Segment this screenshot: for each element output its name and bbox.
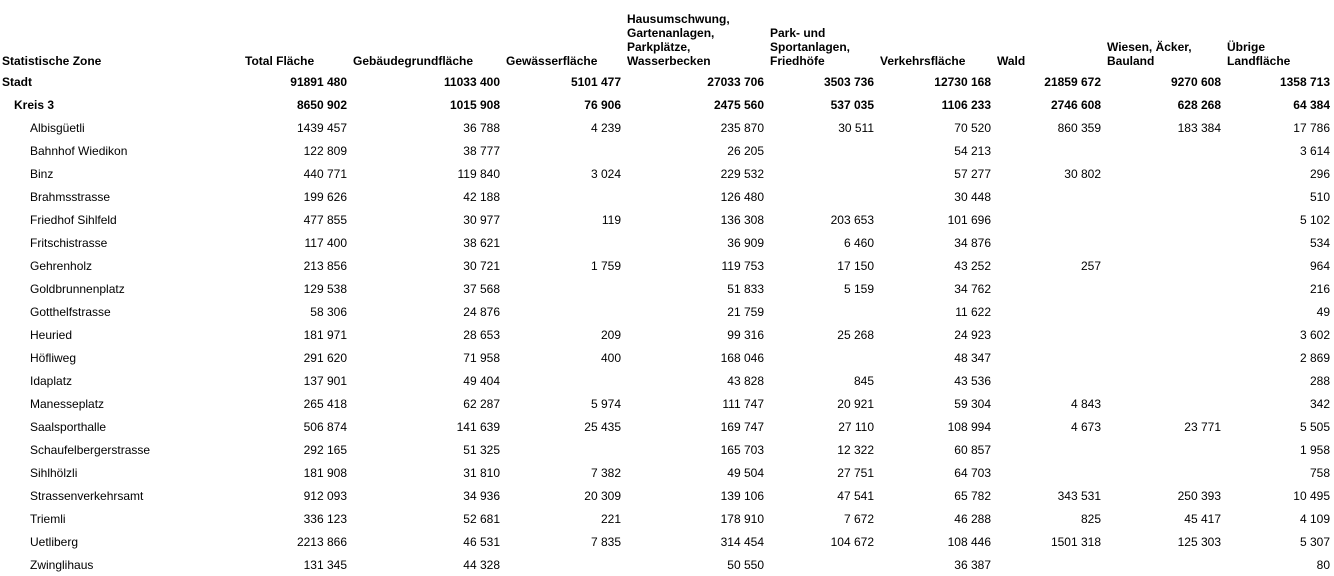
value-cell: 11033 400 <box>443 74 500 89</box>
value-cell: 2475 560 <box>713 97 764 112</box>
column-header <box>768 0 878 70</box>
value-cell: 12730 168 <box>934 74 991 89</box>
zone-row <box>0 461 1334 484</box>
value-cell: 54 213 <box>954 143 991 158</box>
value-cell: 4 109 <box>1299 511 1330 526</box>
value-cell: 104 672 <box>830 534 874 549</box>
value-cell: 168 046 <box>720 350 764 365</box>
value-cell <box>995 277 1105 300</box>
zone-name-cell: Saalsporthalle <box>30 419 107 434</box>
district-row <box>0 93 1334 116</box>
value-cell <box>768 139 878 162</box>
value-cell: 7 835 <box>590 534 621 549</box>
column-header-line: Wasserbecken <box>627 54 711 68</box>
column-header-line: Friedhöfe <box>770 54 825 68</box>
value-cell: 343 531 <box>1057 488 1101 503</box>
value-cell: 314 454 <box>720 534 764 549</box>
value-cell: 8650 902 <box>296 97 347 112</box>
value-cell: 25 268 <box>837 327 874 342</box>
value-cell <box>995 185 1105 208</box>
value-cell: 38 621 <box>463 235 500 250</box>
value-cell: 5 307 <box>1299 534 1330 549</box>
value-cell: 24 876 <box>463 304 500 319</box>
zone-row <box>0 116 1334 139</box>
zone-row <box>0 346 1334 369</box>
column-header-line: Gewässerfläche <box>506 54 598 68</box>
zone-name-cell: Uetliberg <box>30 534 79 549</box>
zone-name-cell: Zwinglihaus <box>30 557 94 572</box>
value-cell: 51 833 <box>727 281 764 296</box>
value-cell: 5 159 <box>843 281 874 296</box>
zone-row <box>0 530 1334 553</box>
value-cell: 30 977 <box>463 212 500 227</box>
value-cell <box>768 185 878 208</box>
value-cell: 65 782 <box>954 488 991 503</box>
value-cell: 28 653 <box>463 327 500 342</box>
zone-row <box>0 139 1334 162</box>
value-cell: 27033 706 <box>707 74 764 89</box>
value-cell: 45 417 <box>1184 511 1221 526</box>
value-cell: 24 923 <box>954 327 991 342</box>
column-header <box>504 0 625 70</box>
zone-name-cell: Strassenverkehrsamt <box>30 488 144 503</box>
value-cell: 10 495 <box>1293 488 1330 503</box>
zone-row <box>0 369 1334 392</box>
value-cell: 229 532 <box>720 166 764 181</box>
value-cell: 758 <box>1309 465 1330 480</box>
value-cell: 4 239 <box>590 120 621 135</box>
zone-name-cell: Triemli <box>30 511 66 526</box>
value-cell: 3 614 <box>1299 143 1330 158</box>
value-cell: 203 653 <box>830 212 874 227</box>
value-cell: 108 994 <box>947 419 991 434</box>
value-cell: 5 974 <box>590 396 621 411</box>
value-cell <box>1105 185 1225 208</box>
value-cell <box>995 231 1105 254</box>
zone-name-cell: Sihlhölzli <box>30 465 78 480</box>
value-cell: 64 703 <box>954 465 991 480</box>
column-header <box>995 0 1105 70</box>
value-cell: 43 252 <box>954 258 991 273</box>
value-cell: 181 908 <box>303 465 347 480</box>
value-cell: 21 759 <box>727 304 764 319</box>
value-cell: 209 <box>600 327 621 342</box>
total-row <box>0 70 1334 93</box>
value-cell: 181 971 <box>303 327 347 342</box>
column-header-line: Park- und <box>770 26 826 40</box>
zone-name-cell: Kreis 3 <box>14 97 55 112</box>
value-cell: 1358 713 <box>1279 74 1330 89</box>
value-cell: 221 <box>600 511 621 526</box>
value-cell: 36 788 <box>463 120 500 135</box>
value-cell: 43 536 <box>954 373 991 388</box>
value-cell: 825 <box>1080 511 1101 526</box>
value-cell: 11 622 <box>955 304 991 319</box>
value-cell <box>1105 162 1225 185</box>
value-cell: 25 435 <box>584 419 621 434</box>
value-cell: 70 520 <box>954 120 991 135</box>
value-cell: 60 857 <box>954 442 991 457</box>
value-cell: 49 404 <box>463 373 500 388</box>
zone-name-cell: Albisgüetli <box>30 120 85 135</box>
value-cell: 51 325 <box>463 442 500 457</box>
column-header-line: Gartenanlagen, <box>627 26 715 40</box>
value-cell <box>995 369 1105 392</box>
value-cell: 216 <box>1309 281 1330 296</box>
value-cell <box>1105 208 1225 231</box>
table-body <box>0 70 1334 576</box>
value-cell: 122 809 <box>303 143 347 158</box>
table-header-row <box>0 0 1334 70</box>
zone-row <box>0 507 1334 530</box>
column-header-line: Wald <box>997 54 1026 68</box>
value-cell: 17 150 <box>837 258 874 273</box>
zone-name-cell: Stadt <box>2 74 32 89</box>
value-cell: 3 602 <box>1299 327 1330 342</box>
value-cell <box>504 300 625 323</box>
value-cell <box>504 139 625 162</box>
zone-name-cell: Friedhof Sihlfeld <box>30 212 117 227</box>
value-cell: 36 387 <box>954 557 991 572</box>
zone-row <box>0 254 1334 277</box>
value-cell: 59 304 <box>954 396 991 411</box>
column-header-line: Gebäudegrundfläche <box>353 54 474 68</box>
value-cell: 30 721 <box>463 258 500 273</box>
zone-row <box>0 277 1334 300</box>
value-cell: 265 418 <box>303 396 347 411</box>
value-cell: 27 110 <box>838 419 874 434</box>
value-cell: 99 316 <box>727 327 764 342</box>
column-header <box>1225 0 1334 70</box>
value-cell: 288 <box>1309 373 1330 388</box>
zone-name-cell: Höfliweg <box>30 350 77 365</box>
value-cell: 213 856 <box>303 258 347 273</box>
value-cell: 336 123 <box>303 511 347 526</box>
zone-row <box>0 323 1334 346</box>
value-cell <box>504 369 625 392</box>
value-cell: 4 843 <box>1070 396 1101 411</box>
value-cell: 3503 736 <box>823 74 874 89</box>
value-cell: 137 901 <box>303 373 347 388</box>
value-cell: 80 <box>1316 557 1330 572</box>
value-cell: 20 309 <box>584 488 621 503</box>
value-cell: 101 696 <box>947 212 991 227</box>
value-cell: 27 751 <box>837 465 874 480</box>
value-cell: 235 870 <box>720 120 764 135</box>
value-cell: 199 626 <box>303 189 347 204</box>
value-cell: 1106 233 <box>941 97 991 112</box>
value-cell: 43 828 <box>727 373 764 388</box>
column-header-line: Hausumschwung, <box>627 12 730 26</box>
value-cell <box>1105 392 1225 415</box>
zone-row <box>0 208 1334 231</box>
value-cell: 125 303 <box>1177 534 1221 549</box>
value-cell: 23 771 <box>1184 419 1221 434</box>
zone-row <box>0 392 1334 415</box>
value-cell: 1 958 <box>1299 442 1330 457</box>
column-header <box>243 0 351 70</box>
column-header-line: Parkplätze, <box>627 40 691 54</box>
value-cell <box>504 185 625 208</box>
value-cell: 292 165 <box>303 442 347 457</box>
value-cell <box>995 323 1105 346</box>
value-cell: 1501 318 <box>1050 534 1101 549</box>
value-cell <box>768 553 878 576</box>
value-cell: 119 753 <box>721 258 764 273</box>
value-cell: 131 345 <box>303 557 347 572</box>
value-cell: 139 106 <box>720 488 764 503</box>
value-cell: 57 277 <box>954 166 991 181</box>
value-cell: 31 810 <box>463 465 500 480</box>
value-cell <box>995 346 1105 369</box>
value-cell: 17 786 <box>1293 120 1330 135</box>
value-cell <box>1105 553 1225 576</box>
zone-name-cell: Heuried <box>30 327 73 342</box>
zone-row <box>0 162 1334 185</box>
column-header-line: Wiesen, Äcker, <box>1107 40 1192 54</box>
value-cell <box>768 346 878 369</box>
value-cell: 9270 608 <box>1170 74 1221 89</box>
value-cell: 628 268 <box>1177 97 1221 112</box>
value-cell: 5 505 <box>1299 419 1330 434</box>
value-cell: 250 393 <box>1177 488 1221 503</box>
value-cell: 291 620 <box>303 350 347 365</box>
value-cell: 7 672 <box>843 511 874 526</box>
value-cell <box>1105 346 1225 369</box>
value-cell: 510 <box>1309 189 1330 204</box>
value-cell: 26 205 <box>727 143 764 158</box>
value-cell: 46 531 <box>463 534 500 549</box>
value-cell: 1015 908 <box>449 97 500 112</box>
value-cell: 845 <box>853 373 874 388</box>
value-cell: 49 <box>1316 304 1330 319</box>
value-cell: 506 874 <box>303 419 347 434</box>
column-header <box>878 0 995 70</box>
value-cell: 2213 866 <box>296 534 347 549</box>
zone-name-cell: Goldbrunnenplatz <box>30 281 125 296</box>
value-cell: 46 288 <box>954 511 991 526</box>
value-cell: 964 <box>1309 258 1330 273</box>
value-cell <box>1105 254 1225 277</box>
value-cell <box>995 438 1105 461</box>
zone-row <box>0 553 1334 576</box>
value-cell: 5 102 <box>1299 212 1330 227</box>
value-cell: 342 <box>1309 396 1330 411</box>
zone-row <box>0 415 1334 438</box>
value-cell: 165 703 <box>720 442 764 457</box>
value-cell <box>1105 461 1225 484</box>
column-header-line: Übrige <box>1227 40 1266 54</box>
value-cell: 52 681 <box>463 511 500 526</box>
value-cell: 76 906 <box>584 97 621 112</box>
value-cell: 169 747 <box>720 419 764 434</box>
value-cell <box>1105 231 1225 254</box>
value-cell: 400 <box>600 350 621 365</box>
value-cell: 44 328 <box>463 557 500 572</box>
value-cell: 5101 477 <box>570 74 621 89</box>
value-cell: 912 093 <box>303 488 347 503</box>
value-cell: 34 936 <box>463 488 500 503</box>
value-cell: 117 400 <box>304 235 347 250</box>
value-cell: 111 747 <box>722 396 764 411</box>
value-cell: 30 511 <box>838 120 874 135</box>
value-cell: 1439 457 <box>296 120 347 135</box>
value-cell <box>1105 369 1225 392</box>
value-cell: 64 384 <box>1293 97 1330 112</box>
value-cell: 91891 480 <box>290 74 347 89</box>
value-cell: 477 855 <box>303 212 347 227</box>
value-cell: 119 840 <box>457 166 500 181</box>
value-cell: 126 480 <box>720 189 764 204</box>
value-cell: 2 869 <box>1299 350 1330 365</box>
value-cell: 183 384 <box>1177 120 1221 135</box>
value-cell: 7 382 <box>590 465 621 480</box>
value-cell: 50 550 <box>727 557 764 572</box>
value-cell <box>1105 438 1225 461</box>
zone-row <box>0 231 1334 254</box>
column-header-line: Total Fläche <box>245 54 315 68</box>
value-cell <box>1105 323 1225 346</box>
value-cell: 21859 672 <box>1044 74 1101 89</box>
value-cell: 48 347 <box>954 350 991 365</box>
zone-name-cell: Binz <box>30 166 54 181</box>
value-cell: 136 308 <box>720 212 764 227</box>
value-cell: 38 777 <box>463 143 500 158</box>
value-cell: 30 802 <box>1064 166 1101 181</box>
value-cell <box>995 300 1105 323</box>
zone-name-cell: Brahmsstrasse <box>30 189 111 204</box>
value-cell <box>1105 300 1225 323</box>
value-cell: 4 673 <box>1070 419 1101 434</box>
value-cell <box>504 277 625 300</box>
value-cell: 20 921 <box>837 396 874 411</box>
value-cell: 534 <box>1309 235 1330 250</box>
value-cell: 62 287 <box>463 396 500 411</box>
value-cell: 37 568 <box>463 281 500 296</box>
value-cell: 2746 608 <box>1050 97 1101 112</box>
value-cell: 34 876 <box>954 235 991 250</box>
column-header-line: Verkehrsfläche <box>880 54 966 68</box>
value-cell: 257 <box>1080 258 1101 273</box>
column-header <box>625 0 768 70</box>
value-cell <box>995 208 1105 231</box>
value-cell: 860 359 <box>1057 120 1101 135</box>
value-cell: 178 910 <box>720 511 764 526</box>
column-header-line: Statistische Zone <box>2 54 102 68</box>
value-cell <box>504 231 625 254</box>
value-cell: 71 958 <box>463 350 500 365</box>
value-cell <box>768 162 878 185</box>
column-header <box>1105 0 1225 70</box>
value-cell <box>504 438 625 461</box>
value-cell: 47 541 <box>837 488 874 503</box>
value-cell: 119 <box>601 212 621 227</box>
zone-row <box>0 300 1334 323</box>
value-cell: 1 759 <box>590 258 621 273</box>
zone-name-cell: Idaplatz <box>30 373 73 388</box>
column-header <box>0 0 243 70</box>
zone-row <box>0 185 1334 208</box>
zone-row <box>0 438 1334 461</box>
value-cell: 296 <box>1309 166 1330 181</box>
value-cell <box>768 300 878 323</box>
value-cell: 6 460 <box>843 235 874 250</box>
value-cell <box>995 553 1105 576</box>
column-header <box>351 0 504 70</box>
value-cell: 129 538 <box>303 281 347 296</box>
value-cell <box>1105 277 1225 300</box>
value-cell <box>995 461 1105 484</box>
value-cell: 36 909 <box>727 235 764 250</box>
value-cell: 12 322 <box>837 442 874 457</box>
value-cell: 440 771 <box>303 166 347 181</box>
column-header-line: Bauland <box>1107 54 1155 68</box>
zone-name-cell: Gehrenholz <box>30 258 93 273</box>
value-cell: 42 188 <box>463 189 500 204</box>
zone-name-cell: Manesseplatz <box>30 396 105 411</box>
value-cell <box>995 139 1105 162</box>
value-cell: 141 639 <box>456 419 500 434</box>
value-cell: 30 448 <box>954 189 991 204</box>
value-cell: 49 504 <box>727 465 764 480</box>
value-cell <box>1105 139 1225 162</box>
column-header-line: Landfläche <box>1227 54 1291 68</box>
zone-name-cell: Fritschistrasse <box>30 235 108 250</box>
value-cell: 108 446 <box>947 534 991 549</box>
value-cell: 537 035 <box>830 97 874 112</box>
zone-name-cell: Schaufelbergerstrasse <box>30 442 151 457</box>
zone-name-cell: Gotthelfstrasse <box>30 304 111 319</box>
zone-name-cell: Bahnhof Wiedikon <box>30 143 128 158</box>
column-header-line: Sportanlagen, <box>770 40 851 54</box>
value-cell <box>504 553 625 576</box>
value-cell: 3 024 <box>590 166 621 181</box>
value-cell: 58 306 <box>310 304 347 319</box>
zone-row <box>0 484 1334 507</box>
value-cell: 34 762 <box>954 281 991 296</box>
